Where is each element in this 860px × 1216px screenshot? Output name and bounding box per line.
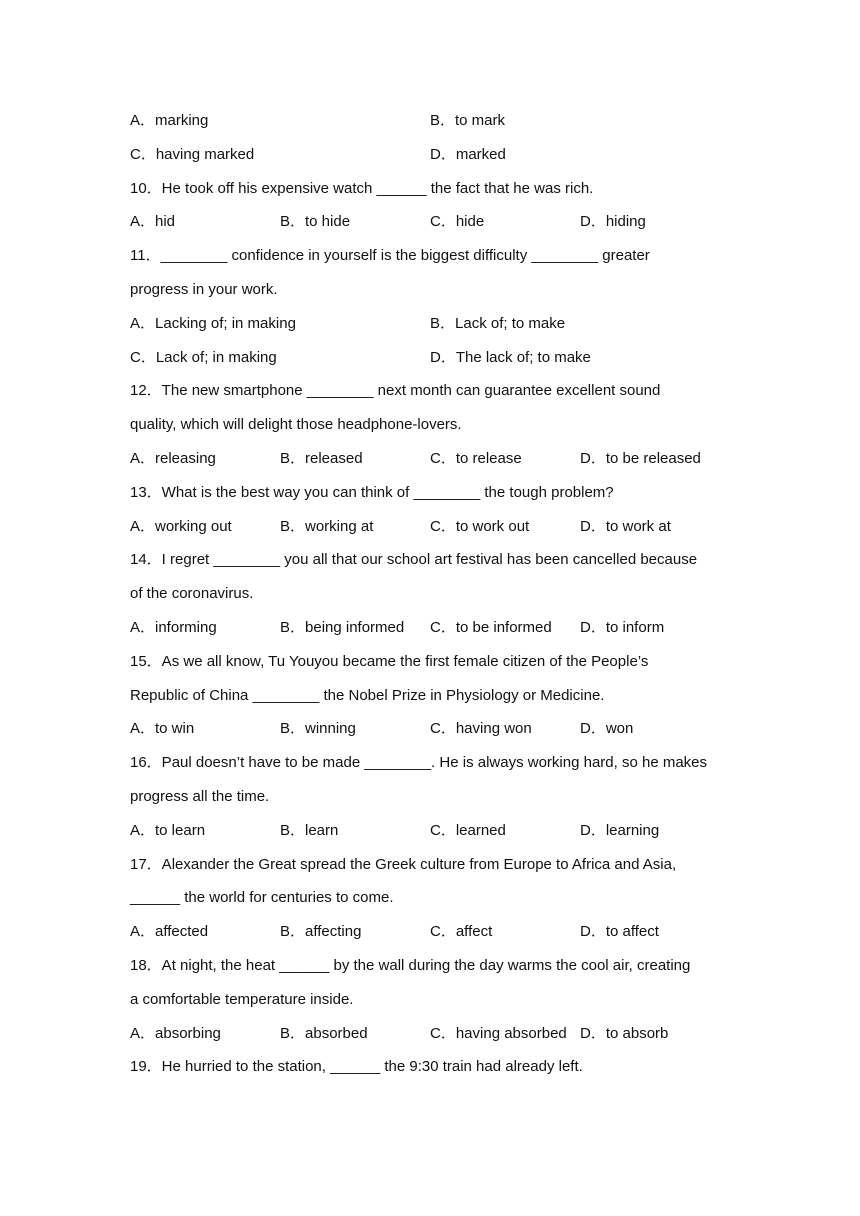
answer-option: B．winning — [280, 720, 356, 738]
options-row — [130, 611, 740, 645]
answer-option: A．marking — [130, 112, 209, 129]
question-text-line: of the coronavirus. — [130, 585, 254, 603]
question-text-line: 15．As we all know, Tu Youyou became the first female citizen of the People’s — [130, 652, 649, 670]
answer-option: C．Lack of; in making — [130, 348, 277, 366]
question-text-line: progress all the time. — [130, 787, 270, 805]
question-text-line: 17．Alexander the Great spread the Greek culture from Europe to Africa and Asia, — [130, 855, 677, 873]
answer-option: D．to affect — [580, 923, 659, 941]
options-row — [130, 307, 740, 341]
answer-option: C．to work out — [430, 517, 530, 535]
answer-option: B．absorbed — [280, 1024, 368, 1042]
answer-option: C．to be informed — [430, 618, 552, 636]
answer-option: D．hiding — [580, 213, 646, 231]
answer-option: C．having absorbed — [430, 1024, 567, 1042]
answer-option: D．won — [580, 720, 634, 738]
question-text-line: 14．I regret ________ you all that our school art festival has been cancelled because — [130, 551, 698, 569]
answer-option: B．affecting — [280, 923, 362, 941]
answer-option: D．to inform — [580, 618, 665, 636]
document-page — [130, 104, 740, 1084]
options-row — [130, 138, 740, 172]
answer-option: A．hid — [130, 213, 176, 231]
options-row — [130, 510, 740, 544]
answer-option: B．being informed — [280, 618, 405, 636]
answer-option: B．to mark — [430, 112, 506, 129]
answer-option: A．informing — [130, 618, 217, 636]
question-text-line: 10．He took off his expensive watch ______ the fact that he was rich. — [130, 179, 594, 197]
question-text-line: 12．The new smartphone ________ next month can guarantee excellent sound — [130, 382, 661, 400]
answer-option: A．Lacking of; in making — [130, 314, 296, 332]
options-row — [130, 205, 740, 239]
answer-option: D．to be released — [580, 449, 701, 467]
answer-option: A．to win — [130, 720, 195, 738]
question-text-line: a comfortable temperature inside. — [130, 990, 354, 1008]
options-row — [130, 1017, 740, 1051]
question-text-line: quality, which will delight those headphone-lovers. — [130, 416, 462, 434]
question-text-line: 18．At night, the heat ______ by the wall during the day warms the cool air, creating — [130, 956, 691, 974]
question-text-line: 13．What is the best way you can think of ________ the tough problem? — [130, 483, 614, 501]
answer-option: A．releasing — [130, 449, 216, 467]
answer-option: A．affected — [130, 923, 209, 941]
options-row — [130, 814, 740, 848]
answer-option: C．hide — [430, 213, 485, 231]
answer-option: D．The lack of; to make — [430, 348, 591, 366]
question-text-line: 19．He hurried to the station, ______ the 9:30 train had already left. — [130, 1058, 583, 1076]
answer-option: C．learned — [430, 821, 506, 839]
options-row — [130, 712, 740, 746]
answer-option: A．working out — [130, 517, 232, 535]
answer-option: D．to absorb — [580, 1024, 669, 1042]
answer-option: B．Lack of; to make — [430, 314, 566, 332]
answer-option: B．learn — [280, 821, 339, 839]
answer-option: C．having won — [430, 720, 532, 738]
answer-option: C．having marked — [130, 145, 255, 163]
question-text-line: Republic of China ________ the Nobel Prize in Physiology or Medicine. — [130, 686, 605, 704]
question-text-line: 11．________ confidence in yourself is the biggest difficulty ________ greater — [130, 247, 650, 265]
question-text-line: progress in your work. — [130, 280, 278, 298]
options-row — [130, 104, 740, 138]
options-row — [130, 915, 740, 949]
question-text-line: ______ the world for centuries to come. — [130, 889, 394, 907]
answer-option: C．affect — [430, 923, 493, 941]
question-text-line: 16．Paul doesn’t have to be made ________. He is always working hard, so he makes — [130, 754, 708, 772]
answer-option: B．to hide — [280, 213, 351, 231]
options-row — [130, 442, 740, 476]
answer-option: B．working at — [280, 517, 374, 535]
answer-option: B．released — [280, 449, 363, 467]
answer-option: C．to release — [430, 449, 522, 467]
answer-option: D．to work at — [580, 517, 671, 535]
answer-option: A．to learn — [130, 821, 206, 839]
answer-option: D．marked — [430, 145, 506, 163]
answer-option: D．learning — [580, 821, 660, 839]
answer-option: A．absorbing — [130, 1024, 221, 1042]
options-row — [130, 341, 740, 375]
